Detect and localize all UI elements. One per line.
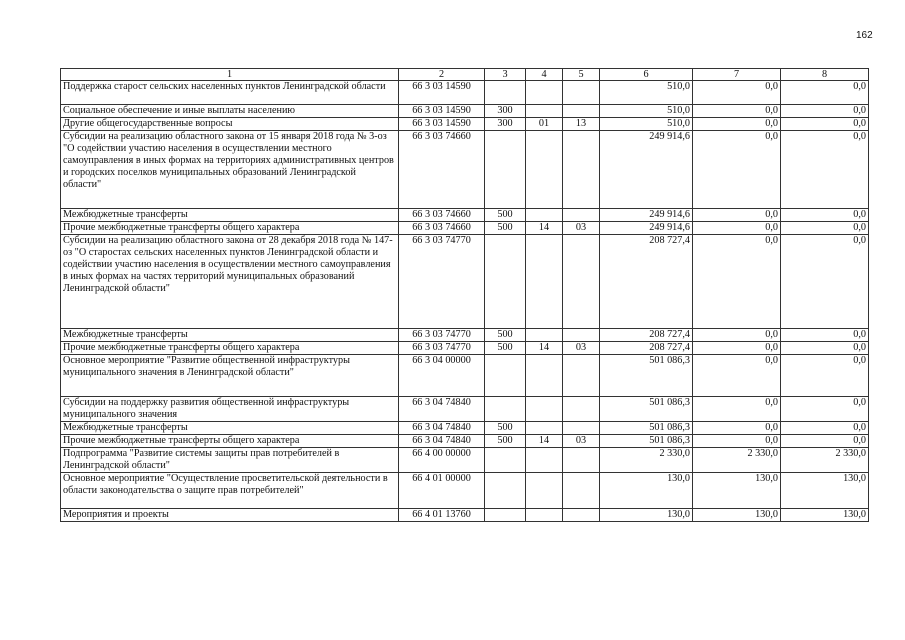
row-value-6: 208 727,4	[600, 329, 693, 342]
row-expense-type	[485, 448, 526, 473]
row-value-8: 0,0	[781, 209, 869, 222]
row-expense-type	[485, 81, 526, 105]
row-subsection	[563, 105, 600, 118]
row-value-8: 0,0	[781, 397, 869, 422]
row-code: 66 3 03 74770	[399, 235, 485, 329]
table-row	[61, 222, 869, 235]
row-code: 66 3 03 14590	[399, 118, 485, 131]
row-name: Основное мероприятие "Осуществление просветительской деятельности в области законодательства о защите прав потребителей"	[61, 473, 399, 509]
column-header: 5	[563, 69, 600, 81]
row-section: 14	[526, 435, 563, 448]
row-name: Межбюджетные трансферты	[61, 422, 399, 435]
column-header: 7	[693, 69, 781, 81]
row-subsection: 13	[563, 118, 600, 131]
row-value-8: 130,0	[781, 473, 869, 509]
column-header: 6	[600, 69, 693, 81]
column-header: 3	[485, 69, 526, 81]
row-value-6: 510,0	[600, 81, 693, 105]
row-value-6: 208 727,4	[600, 235, 693, 329]
row-code: 66 3 04 74840	[399, 435, 485, 448]
row-name: Прочие межбюджетные трансферты общего характера	[61, 342, 399, 355]
table-row	[61, 435, 869, 448]
row-expense-type: 500	[485, 342, 526, 355]
row-code: 66 4 00 00000	[399, 448, 485, 473]
table-row	[61, 342, 869, 355]
row-value-7: 0,0	[693, 435, 781, 448]
row-code: 66 4 01 00000	[399, 473, 485, 509]
row-value-7: 0,0	[693, 397, 781, 422]
row-name: Субсидии на реализацию областного закона от 28 декабря 2018 года № 147-оз "О старостах сельских населенных пунктов Ленинградской области и содействии участию населения в осуществлении местного самоуправления в иных формах на частях территорий муниципальных образований Ленинградской области"	[61, 235, 399, 329]
column-header: 2	[399, 69, 485, 81]
table-row	[61, 509, 869, 522]
page-number: 162	[856, 30, 873, 41]
row-subsection	[563, 209, 600, 222]
row-name: Межбюджетные трансферты	[61, 209, 399, 222]
row-name: Поддержка старост сельских населенных пунктов Ленинградской области	[61, 81, 399, 105]
row-section	[526, 329, 563, 342]
row-code: 66 3 03 74660	[399, 222, 485, 235]
row-code: 66 4 01 13760	[399, 509, 485, 522]
row-value-8: 0,0	[781, 131, 869, 209]
row-section	[526, 397, 563, 422]
row-subsection	[563, 81, 600, 105]
row-subsection	[563, 509, 600, 522]
row-value-6: 501 086,3	[600, 355, 693, 397]
row-code: 66 3 03 14590	[399, 105, 485, 118]
row-value-8: 0,0	[781, 329, 869, 342]
row-value-7: 0,0	[693, 118, 781, 131]
row-value-7: 0,0	[693, 105, 781, 118]
row-value-6: 130,0	[600, 509, 693, 522]
row-value-8: 0,0	[781, 235, 869, 329]
column-header: 4	[526, 69, 563, 81]
row-subsection	[563, 448, 600, 473]
row-subsection	[563, 131, 600, 209]
table-row	[61, 329, 869, 342]
row-section	[526, 355, 563, 397]
row-subsection	[563, 355, 600, 397]
row-section	[526, 509, 563, 522]
row-value-6: 130,0	[600, 473, 693, 509]
budget-table	[60, 68, 869, 522]
row-value-8: 0,0	[781, 222, 869, 235]
row-value-6: 501 086,3	[600, 435, 693, 448]
row-expense-type: 500	[485, 422, 526, 435]
table-row	[61, 81, 869, 105]
table-header-row	[61, 69, 869, 81]
row-value-8: 130,0	[781, 509, 869, 522]
row-expense-type: 500	[485, 329, 526, 342]
row-expense-type	[485, 397, 526, 422]
row-value-7: 0,0	[693, 342, 781, 355]
row-value-6: 249 914,6	[600, 131, 693, 209]
row-subsection	[563, 397, 600, 422]
row-expense-type: 300	[485, 105, 526, 118]
row-value-6: 249 914,6	[600, 209, 693, 222]
row-value-7: 0,0	[693, 222, 781, 235]
row-value-8: 0,0	[781, 435, 869, 448]
row-value-6: 510,0	[600, 105, 693, 118]
row-name: Прочие межбюджетные трансферты общего характера	[61, 435, 399, 448]
row-name: Прочие межбюджетные трансферты общего характера	[61, 222, 399, 235]
row-section: 01	[526, 118, 563, 131]
row-value-7: 130,0	[693, 473, 781, 509]
row-name: Другие общегосударственные вопросы	[61, 118, 399, 131]
row-value-7: 0,0	[693, 131, 781, 209]
row-expense-type	[485, 235, 526, 329]
column-header: 1	[61, 69, 399, 81]
row-subsection	[563, 422, 600, 435]
row-expense-type: 500	[485, 435, 526, 448]
row-expense-type: 500	[485, 209, 526, 222]
row-code: 66 3 03 14590	[399, 81, 485, 105]
row-subsection	[563, 329, 600, 342]
row-name: Субсидии на поддержку развития общественной инфраструктуры муниципального значения	[61, 397, 399, 422]
table-row	[61, 209, 869, 222]
row-value-6: 501 086,3	[600, 422, 693, 435]
row-code: 66 3 03 74660	[399, 209, 485, 222]
row-code: 66 3 04 74840	[399, 422, 485, 435]
row-section: 14	[526, 342, 563, 355]
table-row	[61, 473, 869, 509]
table-row	[61, 131, 869, 209]
row-section	[526, 422, 563, 435]
table-row	[61, 422, 869, 435]
row-value-8: 0,0	[781, 422, 869, 435]
row-section	[526, 131, 563, 209]
row-value-6: 501 086,3	[600, 397, 693, 422]
row-section	[526, 209, 563, 222]
row-code: 66 3 03 74770	[399, 329, 485, 342]
row-value-8: 0,0	[781, 105, 869, 118]
row-value-7: 2 330,0	[693, 448, 781, 473]
row-value-7: 0,0	[693, 355, 781, 397]
row-code: 66 3 04 00000	[399, 355, 485, 397]
row-name: Основное мероприятие "Развитие общественной инфраструктуры муниципального значения в Ленинградской области"	[61, 355, 399, 397]
row-name: Мероприятия и проекты	[61, 509, 399, 522]
row-section	[526, 105, 563, 118]
row-value-7: 0,0	[693, 81, 781, 105]
row-name: Межбюджетные трансферты	[61, 329, 399, 342]
row-expense-type	[485, 509, 526, 522]
row-section: 14	[526, 222, 563, 235]
row-value-6: 208 727,4	[600, 342, 693, 355]
row-code: 66 3 04 74840	[399, 397, 485, 422]
row-section	[526, 235, 563, 329]
row-subsection: 03	[563, 342, 600, 355]
row-value-7: 0,0	[693, 422, 781, 435]
row-value-6: 249 914,6	[600, 222, 693, 235]
row-subsection: 03	[563, 435, 600, 448]
row-expense-type	[485, 131, 526, 209]
table-row	[61, 448, 869, 473]
table-row	[61, 355, 869, 397]
row-value-8: 0,0	[781, 355, 869, 397]
row-section	[526, 473, 563, 509]
table-row	[61, 118, 869, 131]
row-section	[526, 81, 563, 105]
row-expense-type	[485, 355, 526, 397]
row-value-7: 130,0	[693, 509, 781, 522]
row-expense-type: 500	[485, 222, 526, 235]
column-header: 8	[781, 69, 869, 81]
row-value-8: 0,0	[781, 81, 869, 105]
row-name: Субсидии на реализацию областного закона от 15 января 2018 года № 3-оз "О содействии участию населения в осуществлении местного самоуправления в иных формах на территориях административных центров и городских поселков муниципальных образований Ленинградской области"	[61, 131, 399, 209]
row-value-6: 510,0	[600, 118, 693, 131]
row-value-8: 2 330,0	[781, 448, 869, 473]
row-subsection	[563, 235, 600, 329]
row-value-7: 0,0	[693, 329, 781, 342]
row-subsection	[563, 473, 600, 509]
row-value-8: 0,0	[781, 342, 869, 355]
row-code: 66 3 03 74660	[399, 131, 485, 209]
row-value-7: 0,0	[693, 209, 781, 222]
row-name: Социальное обеспечение и иные выплаты населению	[61, 105, 399, 118]
table-row	[61, 235, 869, 329]
row-section	[526, 448, 563, 473]
row-code: 66 3 03 74770	[399, 342, 485, 355]
row-value-8: 0,0	[781, 118, 869, 131]
row-subsection: 03	[563, 222, 600, 235]
row-expense-type: 300	[485, 118, 526, 131]
row-name: Подпрограмма "Развитие системы защиты прав потребителей в Ленинградской области"	[61, 448, 399, 473]
table-row	[61, 397, 869, 422]
row-value-7: 0,0	[693, 235, 781, 329]
row-value-6: 2 330,0	[600, 448, 693, 473]
row-expense-type	[485, 473, 526, 509]
table-row	[61, 105, 869, 118]
